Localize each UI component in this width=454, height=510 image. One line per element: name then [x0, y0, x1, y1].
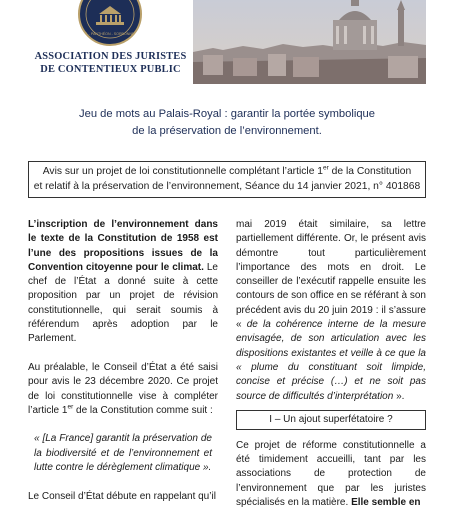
header-banner	[28, 0, 426, 84]
left-paragraph-1	[28, 218, 218, 347]
left-paragraph-2-text: Au préalable, le Conseil d’État a été saisi pour avis le 23 décembre 2020. Ce projet de loi constitutionnelle vise à compléter l’article 1	[28, 361, 218, 416]
avis-line1-sup: er	[323, 164, 329, 172]
right-paragraph-2-text: Ce projet de réforme constitutionnelle a été timidement accueilli, tant par les associations de protection de l’environnement que par les juristes spécialisés en la matière.	[236, 439, 426, 509]
left-paragraph-3: Le Conseil d’État débute en rappelant qu’il	[28, 490, 216, 502]
right-paragraph-1-text: mai 2019 était similaire, sa lettre partiellement différente. Or, le présent avis démontre tout particulièrement l’importance des mots en droit. Le conseiller de l’exécutif rappelle ensuite les contours de son office en se référant à son précédent avis du 20 juin 2019 : il s’assure «	[236, 219, 426, 331]
association-logo	[28, 0, 193, 84]
right-paragraph-1	[236, 218, 426, 404]
left-paragraph-2-end: de la Constitution comme suit :	[73, 404, 213, 416]
right-paragraph-2	[236, 439, 426, 510]
article-title	[0, 106, 454, 140]
association-seal	[78, 0, 142, 46]
right-paragraph-2-bold: Elle semble en	[351, 497, 421, 509]
article-title-line2: de la préservation de l’environnement.	[132, 125, 322, 137]
section-heading: I – Un ajout superfétatoire ?	[269, 413, 393, 425]
left-paragraph-1-rest: Le chef de l’État a donné suite à cette proposition par un projet de révision constitutionnelle, qui serait soumis à référendum après adoption par le Parlement.	[28, 261, 218, 345]
seal-text: 1 - PANTHÉON - SORBONNE	[85, 32, 135, 36]
avis-line1-text: Avis sur un projet de loi constitutionnelle complétant l’article 1	[42, 166, 324, 177]
association-name-line2: DE CONTENTIEUX PUBLIC	[40, 64, 181, 75]
article-title-line1: Jeu de mots au Palais-Royal : garantir la portée symbolique	[79, 108, 375, 120]
avis-line2: et relatif à la préservation de l’environnement, Séance du 14 janvier 2021, n° 401868	[33, 181, 421, 192]
left-paragraph-2-sup: er	[67, 403, 74, 411]
left-paragraph-1-bold: L’inscription de l’environnement dans le texte de la Constitution de 1958 est l’une des propositions issues de la Convention citoyenne pour le climat.	[28, 219, 218, 273]
right-column	[236, 218, 426, 510]
avis-line1	[29, 164, 425, 179]
left-column	[28, 218, 218, 504]
left-paragraph-2	[28, 361, 218, 418]
paris-skyline-photo	[193, 0, 426, 84]
right-paragraph-1-italic: de la cohérence interne de la mesure envisagée, de son articulation avec les dispositions existantes et veille à ce que la « plume du constituant soit limpide, concise et précise (…) et ne soit pas source de difficultés d’interprétation	[236, 319, 427, 402]
constitution-quote-text: « [La France] garantit la préservation de la biodiversité et de l’environnement et lutte contre le dérèglement climatique ».	[34, 433, 212, 474]
right-paragraph-1-end: ».	[393, 390, 405, 402]
avis-line1-end: de la Constitution	[328, 166, 412, 177]
avis-reference-box	[28, 161, 426, 198]
section-heading-box	[236, 410, 426, 430]
association-name-line1: ASSOCIATION DES JURISTES	[34, 51, 187, 62]
